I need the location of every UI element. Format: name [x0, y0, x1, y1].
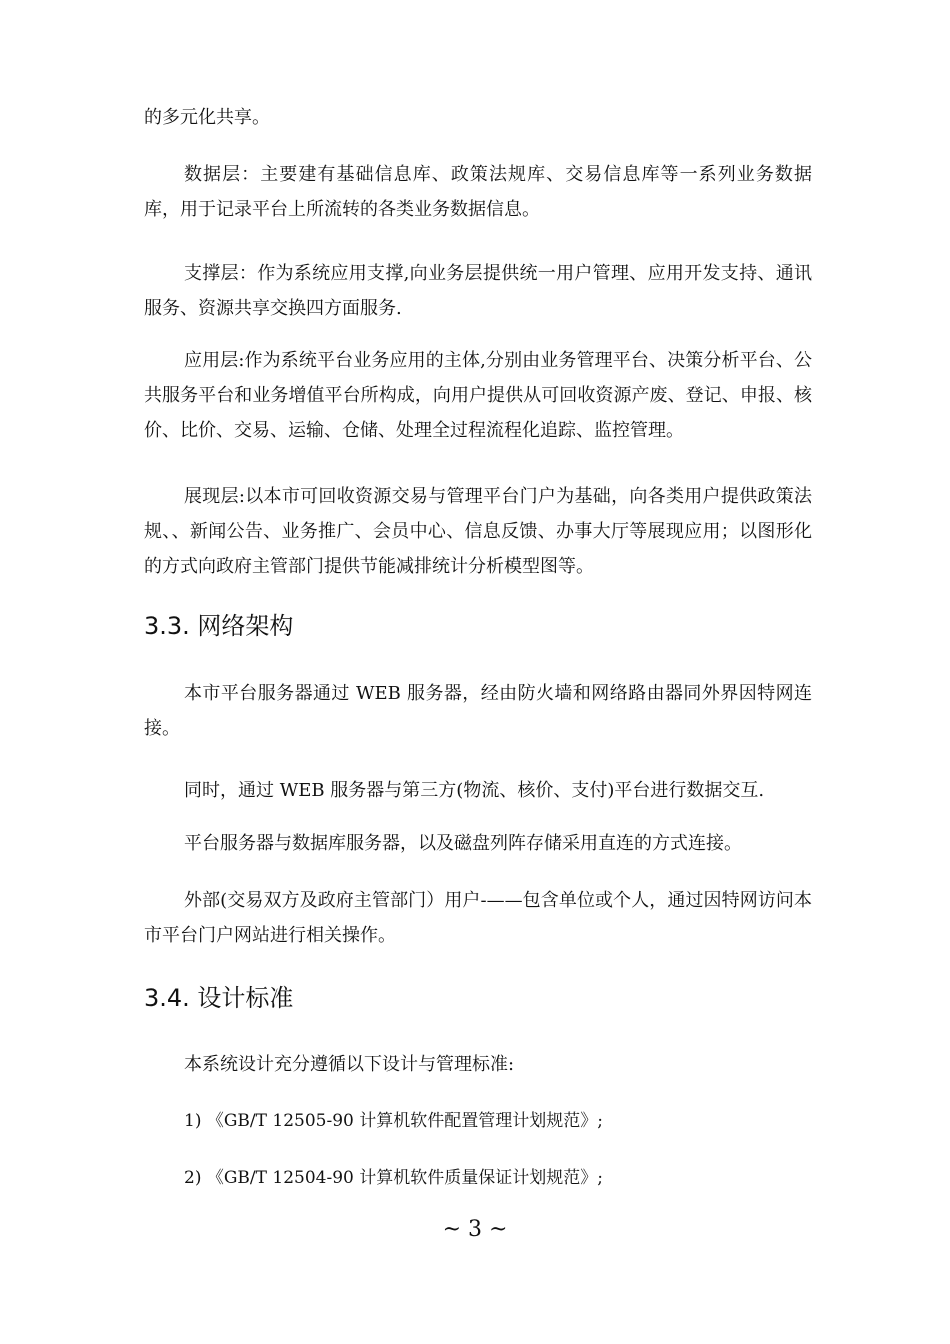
paragraph-continuation: 的多元化共享。 [144, 107, 270, 128]
paragraph-network-4: 外部(交易双方及政府主管部门）用户-——包含单位或个人，通过因特网访问本市平台门户网站进行相关操作。 [144, 890, 812, 946]
section-heading-design-standards: 3.4. 设计标准 [144, 984, 294, 1012]
paragraph-data-layer: 数据层：主要建有基础信息库、政策法规库、交易信息库等一系列业务数据库，用于记录平台上所流转的各类业务数据信息。 [144, 164, 812, 220]
paragraph-network-1: 本市平台服务器通过 WEB 服务器，经由防火墙和网络路由器同外界因特网连接。 [144, 683, 812, 739]
paragraph-application-layer: 应用层:作为系统平台业务应用的主体,分别由业务管理平台、决策分析平台、公共服务平台和业务增值平台所构成，向用户提供从可回收资源产废、登记、申报、核价、比价、交易、运输、仓储、处理全过程流程化追踪、监控管理。 [144, 350, 812, 441]
paragraph-presentation-layer: 展现层:以本市可回收资源交易与管理平台门户为基础，向各类用户提供政策法规、、新闻公告、业务推广、会员中心、信息反馈、办事大厅等展现应用；以图形化的方式向政府主管部门提供节能减排统计分析模型图等。 [144, 486, 812, 577]
paragraph-network-3: 平台服务器与数据库服务器，以及磁盘列阵存储采用直连的方式连接。 [184, 833, 742, 854]
section-heading-network-architecture: 3.3. 网络架构 [144, 612, 294, 640]
paragraph-network-2: 同时，通过 WEB 服务器与第三方(物流、核价、支付)平台进行数据交互. [184, 780, 765, 801]
page-number: ~ 3 ~ [442, 1217, 508, 1242]
list-item-standard-1: 1) 《GB/T 12505-90 计算机软件配置管理计划规范》; [184, 1111, 603, 1131]
list-item-standard-2: 2) 《GB/T 12504-90 计算机软件质量保证计划规范》; [184, 1168, 603, 1188]
paragraph-support-layer: 支撑层：作为系统应用支撑,向业务层提供统一用户管理、应用开发支持、通讯服务、资源共享交换四方面服务. [144, 263, 812, 319]
paragraph-standards-intro: 本系统设计充分遵循以下设计与管理标准: [184, 1054, 515, 1075]
